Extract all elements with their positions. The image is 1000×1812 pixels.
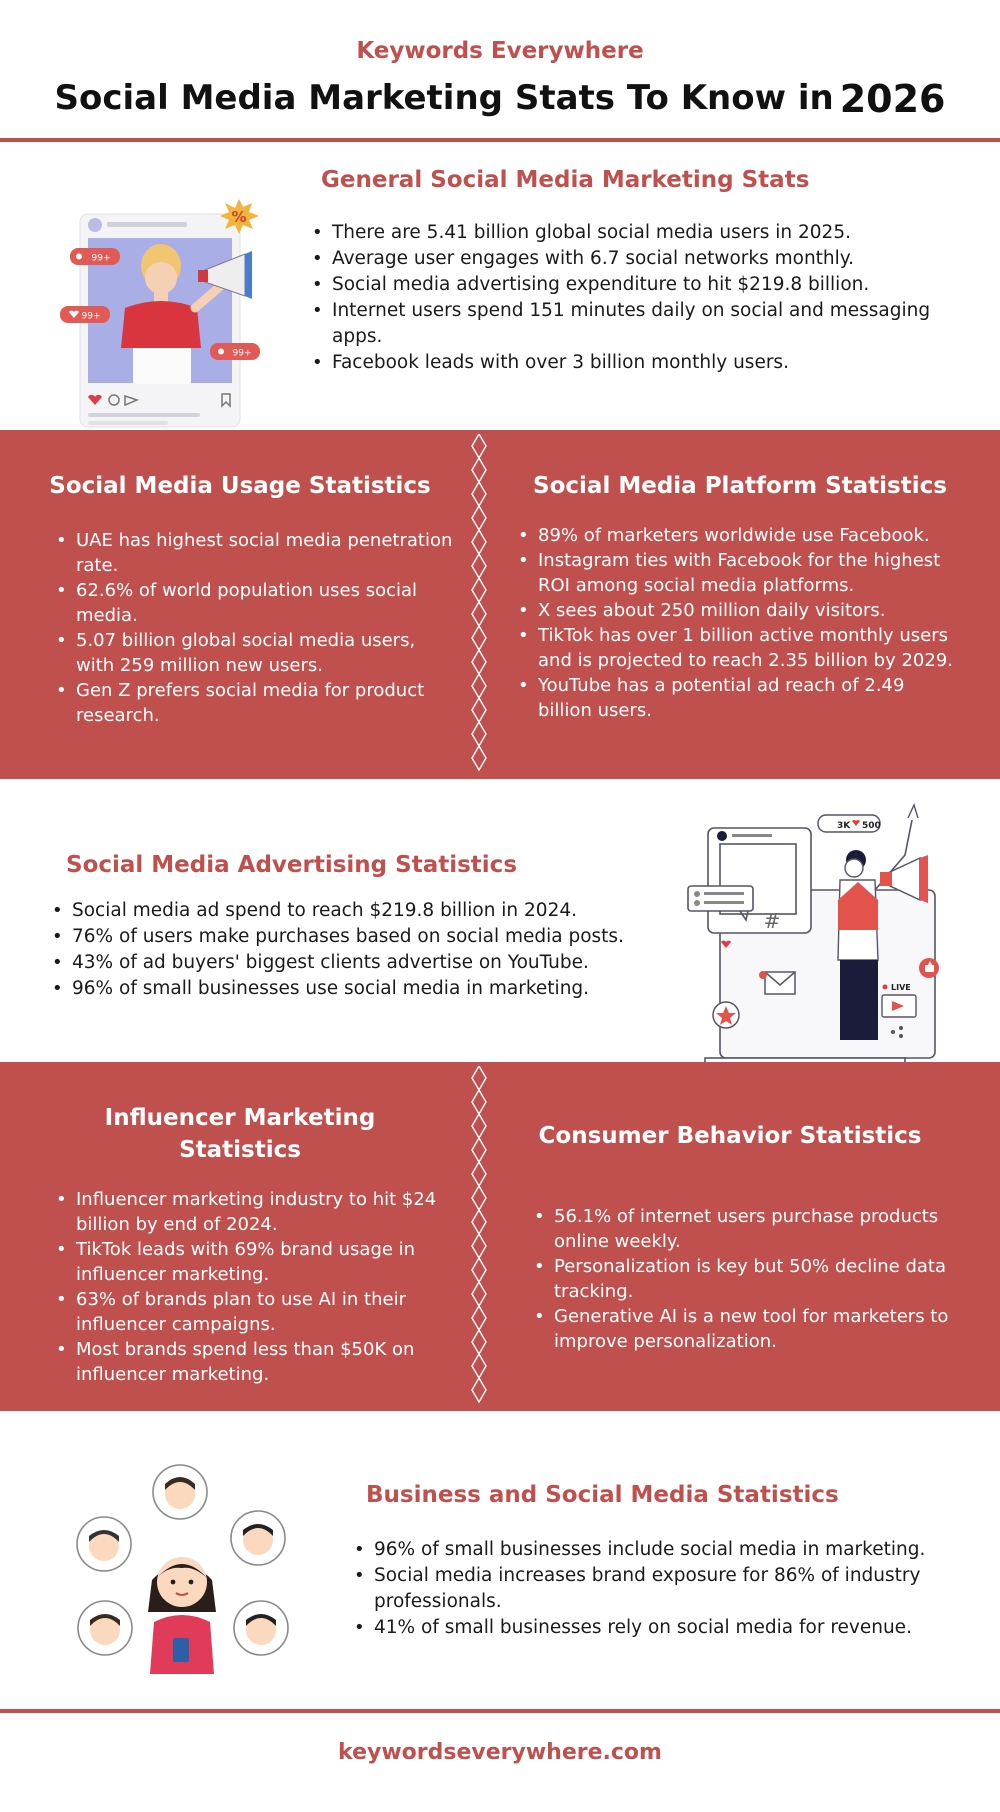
list-item: • Social media increases brand exposure for 86% of industry professionals. — [352, 1563, 952, 1615]
list-item: • Most brands spend less than $50K on influencer marketing. — [54, 1337, 454, 1387]
list-item: • Generative AI is a new tool for marketers to improve personalization. — [532, 1304, 952, 1354]
list-item: • UAE has highest social media penetration rate. — [54, 528, 454, 578]
list-item: • There are 5.41 billion global social media users in 2025. — [310, 220, 950, 246]
list-item: • Influencer marketing industry to hit $24 billion by end of 2024. — [54, 1187, 454, 1237]
list-item: • Instagram ties with Facebook for the highest ROI among social media platforms. — [516, 548, 956, 598]
footer-rule — [0, 1709, 1000, 1713]
percent-sticker: % — [231, 208, 247, 226]
list-item: • 41% of small businesses rely on social media for revenue. — [352, 1615, 952, 1641]
page-title — [0, 74, 1000, 121]
page-title-year: 2026 — [839, 77, 946, 121]
footer-url[interactable]: keywordseverywhere.com — [338, 1740, 662, 1765]
usage-list — [54, 528, 454, 728]
followers-badge-count: 99+ — [232, 348, 252, 359]
advertising-list — [50, 898, 670, 1002]
header-rule — [0, 138, 1000, 142]
list-item: • YouTube has a potential ad reach of 2.49 billion users. — [516, 673, 956, 723]
list-item: • 62.6% of world population uses social media. — [54, 578, 454, 628]
list-item: • Personalization is key but 50% decline data tracking. — [532, 1254, 952, 1304]
brand-name: Keywords Everywhere — [356, 38, 644, 64]
influencer-title: Influencer Marketing Statistics — [104, 1105, 376, 1163]
list-item: • 43% of ad buyers' biggest clients advertise on YouTube. — [50, 950, 670, 976]
advertising-title: Social Media Advertising Statistics — [66, 852, 518, 878]
list-item: • Internet users spend 151 minutes daily on social and messaging apps. — [310, 298, 950, 350]
platform-title: Social Media Platform Statistics — [533, 473, 947, 499]
influencer-consumer-band — [0, 1062, 1000, 1411]
business-list — [352, 1537, 952, 1641]
list-item: • 76% of users make purchases based on social media posts. — [50, 924, 670, 950]
decorative-divider — [468, 434, 490, 775]
business-illustration — [62, 1462, 302, 1677]
decorative-divider — [468, 1066, 490, 1407]
usage-platform-band — [0, 430, 1000, 779]
list-item: • 56.1% of internet users purchase products online weekly. — [532, 1204, 952, 1254]
consumer-list — [532, 1204, 952, 1354]
advertising-illustration — [680, 800, 965, 1070]
consumer-title: Consumer Behavior Statistics — [538, 1123, 922, 1149]
list-item: • Gen Z prefers social media for product research. — [54, 678, 454, 728]
page-title-text: Social Media Marketing Stats To Know in — [54, 78, 834, 118]
list-item: • X sees about 250 million daily visitors. — [516, 598, 956, 623]
influencer-list — [54, 1187, 454, 1387]
business-title: Business and Social Media Statistics — [366, 1482, 839, 1508]
general-title: General Social Media Marketing Stats — [321, 167, 810, 193]
likes-count: 500 — [862, 821, 881, 831]
views-badge-count: 99+ — [91, 253, 111, 264]
hashtag-icon-text: # — [763, 909, 781, 933]
list-item: • Social media ad spend to reach $219.8 billion in 2024. — [50, 898, 670, 924]
general-illustration — [55, 196, 280, 431]
list-item: • Average user engages with 6.7 social networks monthly. — [310, 246, 950, 272]
usage-title: Social Media Usage Statistics — [49, 473, 431, 499]
platform-list — [516, 523, 956, 723]
list-item: • 96% of small businesses include social media in marketing. — [352, 1537, 952, 1563]
list-item: • TikTok leads with 69% brand usage in influencer marketing. — [54, 1237, 454, 1287]
list-item: • 5.07 billion global social media users, with 259 million new users. — [54, 628, 454, 678]
list-item: • Social media advertising expenditure to hit $219.8 billion. — [310, 272, 950, 298]
followers-count: 3K — [837, 821, 851, 831]
likes-badge-count: 99+ — [81, 311, 101, 322]
live-label: LIVE — [891, 983, 911, 992]
list-item: • 96% of small businesses use social media in marketing. — [50, 976, 670, 1002]
list-item: • 63% of brands plan to use AI in their influencer campaigns. — [54, 1287, 454, 1337]
list-item: • Facebook leads with over 3 billion monthly users. — [310, 350, 950, 376]
list-item: • 89% of marketers worldwide use Facebook. — [516, 523, 956, 548]
list-item: • TikTok has over 1 billion active monthly users and is projected to reach 2.35 billion by 2029. — [516, 623, 956, 673]
general-list — [310, 220, 950, 376]
